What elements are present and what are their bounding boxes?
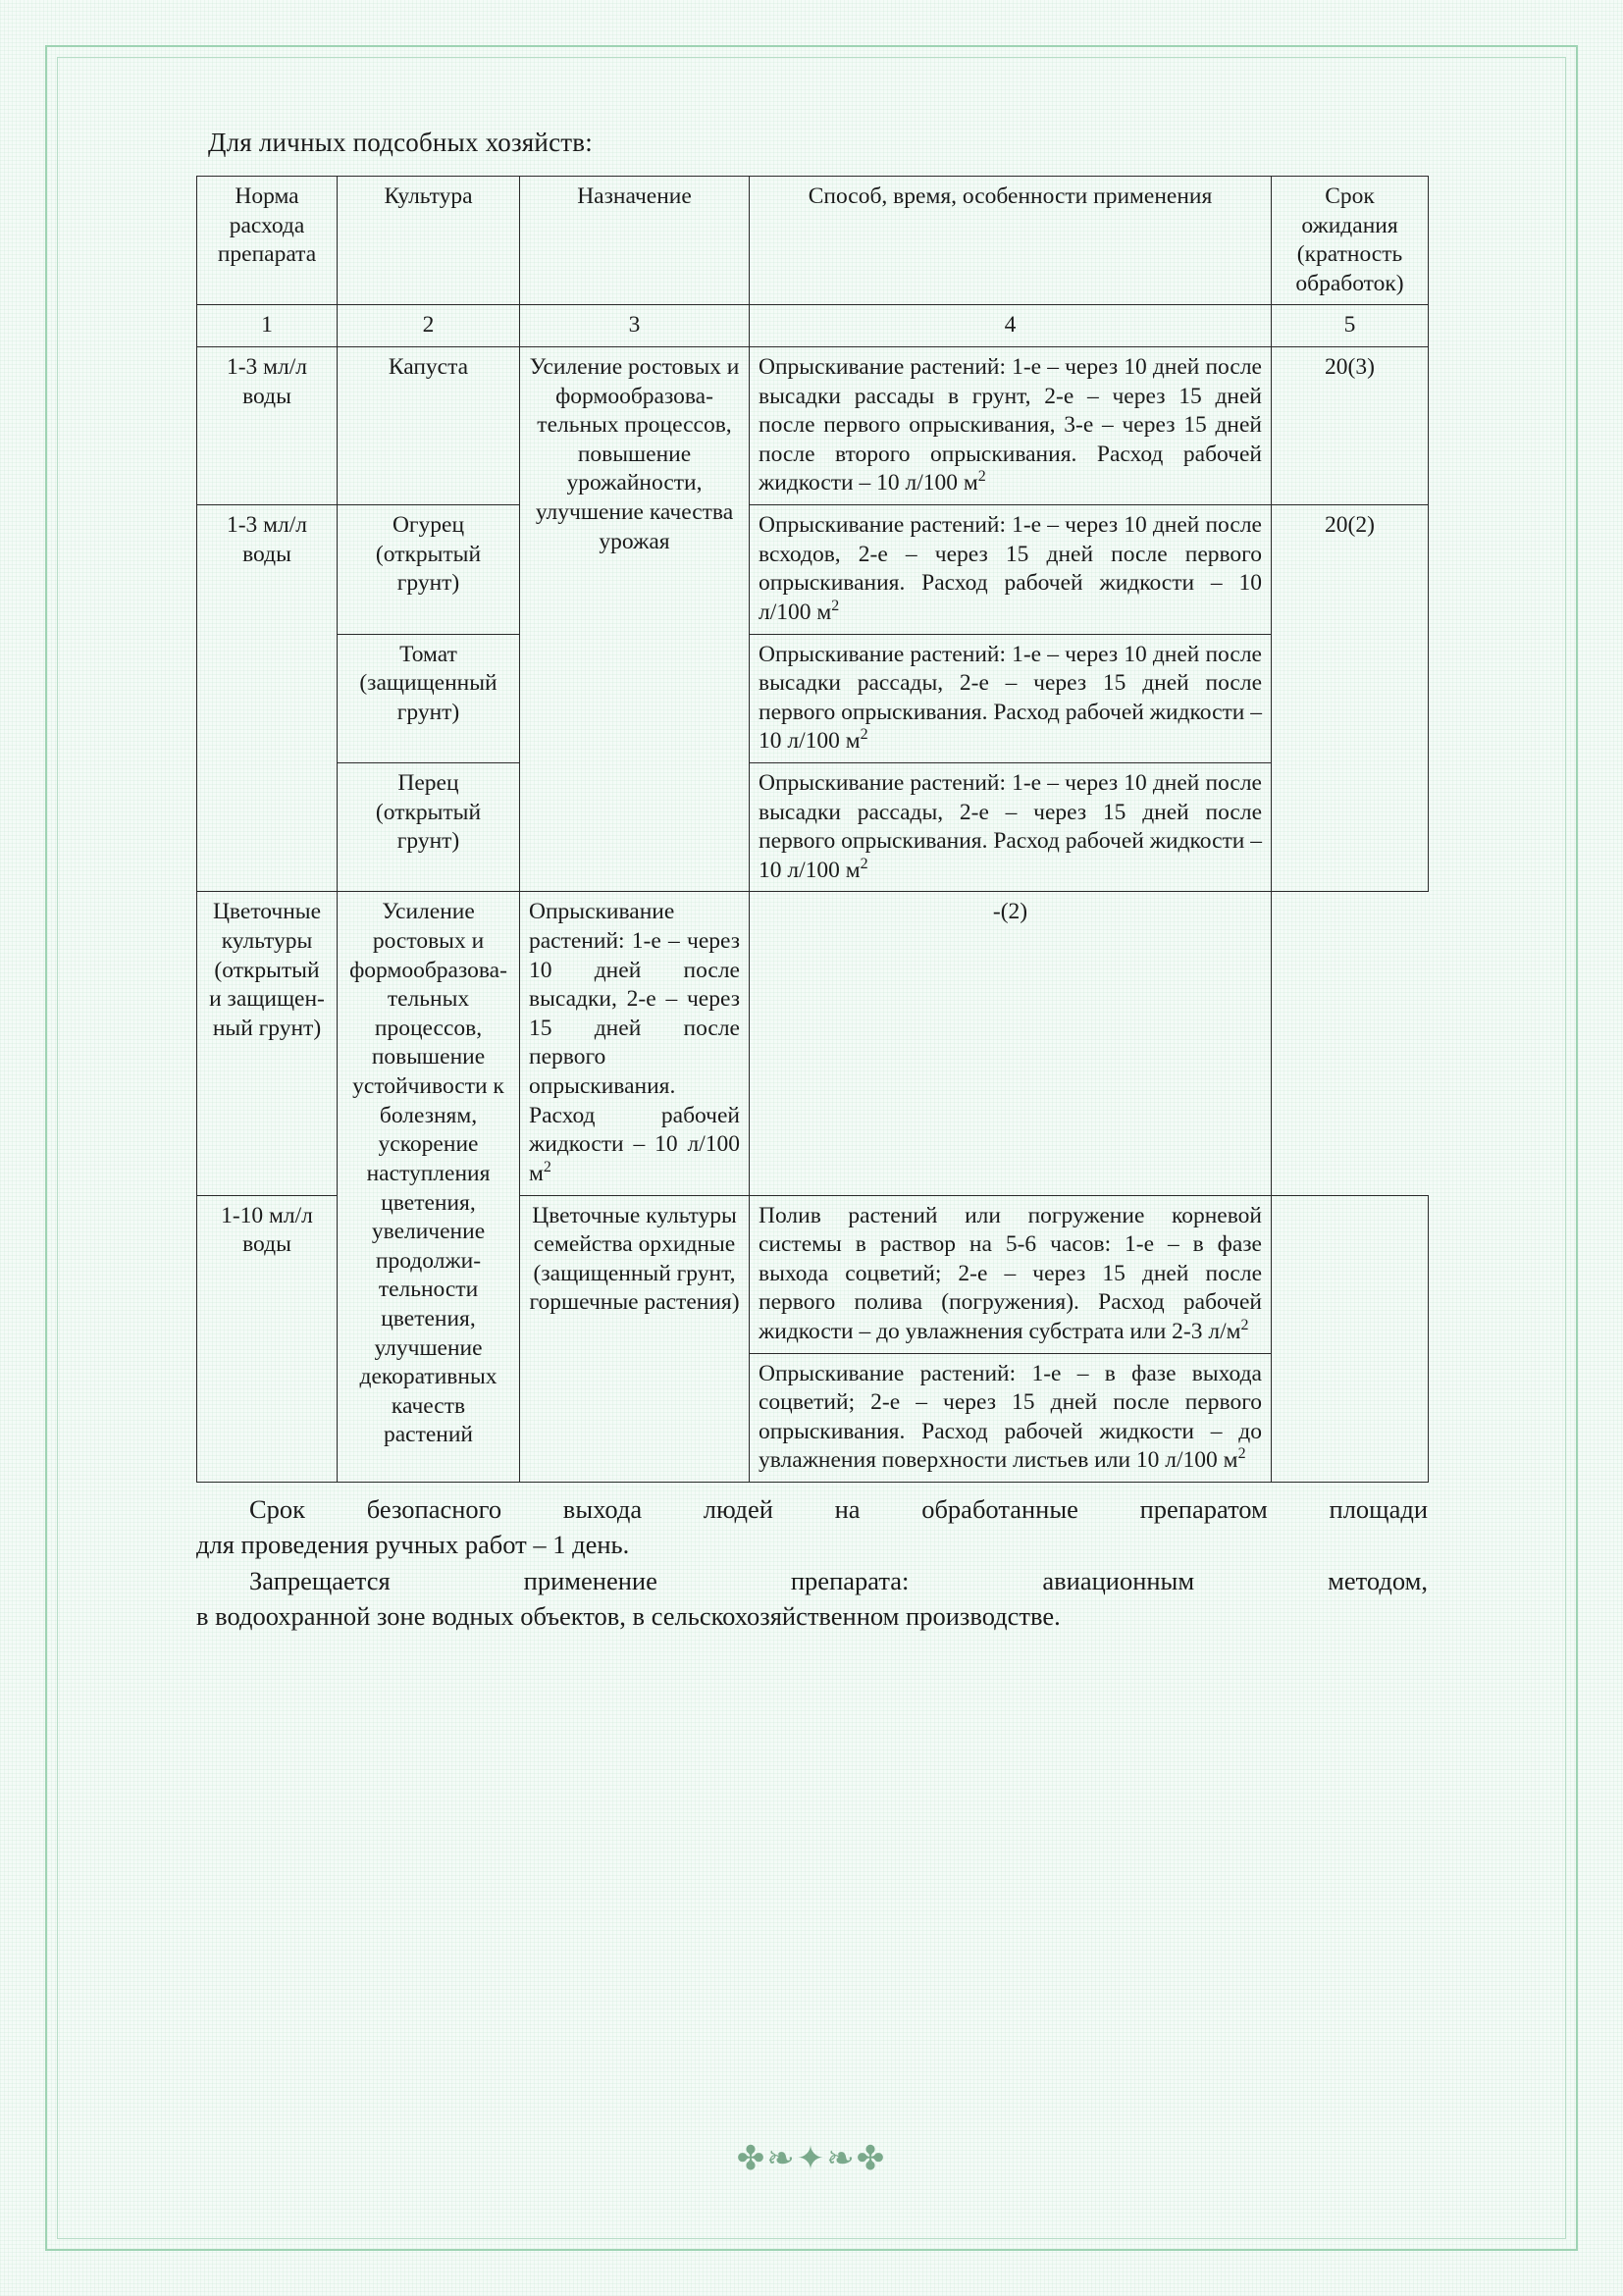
cell-method-orchids-watering: Полив растений или погружение корневой системы в раствор на 5-6 часов: 1-е – в фазе выхода соцветий; 2-е – через 15 дней после первого полива (погружения). Расход рабочей жидкости – до увлажнения субстрата или 2-3 $л/м^2$	[750, 1195, 1272, 1353]
application-table	[196, 176, 1429, 1483]
cell-method-cabbage: Опрыскивание растений: 1-е – через 10 дней после высадки рассады в грунт, 2-е – через 15 дней после первого опрыскивания, 3-е – через 15 дней после второго опрыскивания. Расход рабочей жидкости – 10 л/100 $м^2$	[750, 347, 1272, 505]
cell-crop-orchids: Цветочные культуры семейства орхидные (защищенный грунт, горшечные растения)	[520, 1195, 750, 1482]
cell-crop-cabbage: Капуста	[338, 347, 520, 505]
superscript-square-meters: 2	[831, 598, 840, 615]
table-column-numbers-row	[197, 305, 1429, 347]
cell-method-flowers: Опрыскивание растений: 1-е – через 10 дней после высадки, 2-е – через 15 дней после первого опрыскивания. Расход рабочей жидкости – 10 л/100 $м^2$	[520, 892, 750, 1195]
cell-rate-cabbage: 1-3 мл/л воды	[197, 347, 338, 505]
column-number-5: 5	[1272, 305, 1429, 347]
cell-rate-cucumber: 1-3 мл/л воды	[197, 505, 338, 892]
note-line-1: Срок безопасного выхода людей на обработанные препаратом площади	[249, 1493, 1428, 1524]
table-row	[197, 892, 1429, 1195]
cell-purpose-vegetables: Усиление ростовых и формообразова-тельных процессов, повышение урожайности, улучшение качества урожая	[520, 347, 750, 892]
superscript-square-meters: 2	[860, 726, 868, 744]
table-row	[197, 505, 1429, 634]
superscript-square-meters: 2	[977, 468, 986, 486]
column-number-1: 1	[197, 305, 338, 347]
column-number-2: 2	[338, 305, 520, 347]
note-line-4: в водоохранной зоне водных объектов, в сельскохозяйственном производстве.	[196, 1601, 1061, 1632]
superscript-square-meters: 2	[1240, 1317, 1249, 1334]
cell-crop-cucumber: Огурец (открытый грунт)	[338, 505, 520, 634]
column-number-4: 4	[750, 305, 1272, 347]
header-cell-waiting: Срок ожидания (кратность обработок)	[1272, 177, 1429, 305]
table-header-row	[197, 177, 1429, 305]
cell-rate-orchids: 1-10 мл/л воды	[197, 1195, 338, 1482]
header-cell-crop: Культура	[338, 177, 520, 305]
cell-method-pepper: Опрыскивание растений: 1-е – через 10 дней после высадки рассады, 2-е – через 15 дней после первого опрыскивания. Расход рабочей жидкости – 10 л/100 $м^2$	[750, 762, 1272, 891]
header-cell-method: Способ, время, особенности применения	[750, 177, 1272, 305]
document-content	[196, 128, 1428, 1636]
header-cell-rate: Норма расхода препарата	[197, 177, 338, 305]
cell-crop-flowers: Цветочные культуры (открытый и защищен-ный грунт)	[197, 892, 338, 1195]
intro-text: Для личных подсобных хозяйств:	[208, 128, 593, 157]
note-line-3: Запрещается применение препарата: авиационным методом,	[249, 1565, 1428, 1595]
cell-crop-pepper: Перец (открытый грунт)	[338, 762, 520, 891]
note-line-2: для проведения ручных работ – 1 день.	[196, 1530, 630, 1560]
table-row	[197, 347, 1429, 505]
header-cell-purpose: Назначение	[520, 177, 750, 305]
cell-waiting-cucumber: 20(2)	[1272, 505, 1429, 892]
cell-method-orchids-spraying: Опрыскивание растений: 1-е – в фазе выхода соцветий; 2-е – через 15 дней после первого опрыскивания. Расход рабочей жидкости – до увлажнения поверхности листьев или 10 л/100 $м^2$	[750, 1353, 1272, 1482]
table-row	[197, 762, 1429, 891]
cell-purpose-flowers: Усиление ростовых и формообразова-тельных процессов, повышение устойчивости к болезням, ускорение наступления цветения, увеличение продолжи-тельности цветения, улучшение декоративных качеств растений	[338, 892, 520, 1483]
superscript-square-meters: 2	[543, 1159, 551, 1176]
superscript-square-meters: 2	[860, 855, 868, 872]
cell-method-cucumber: Опрыскивание растений: 1-е – через 10 дней после всходов, 2-е – через 15 дней после первого опрыскивания. Расход рабочей жидкости – 10 л/100 $м^2$	[750, 505, 1272, 634]
notes-block	[196, 1492, 1428, 1634]
cell-waiting-orchids	[1272, 1195, 1429, 1482]
cell-crop-tomato: Томат (защищенный грунт)	[338, 634, 520, 762]
cell-waiting-flowers: -(2)	[750, 892, 1272, 1195]
cell-waiting-cabbage: 20(3)	[1272, 347, 1429, 505]
superscript-square-meters: 2	[1237, 1445, 1246, 1463]
table-row	[197, 634, 1429, 762]
column-number-3: 3	[520, 305, 750, 347]
cell-method-tomato: Опрыскивание растений: 1-е – через 10 дней после высадки рассады, 2-е – через 15 дней после первого опрыскивания. Расход рабочей жидкости – 10 л/100 $м^2$	[750, 634, 1272, 762]
decorative-ornament-icon: ✤❧✦❧✤	[736, 2141, 887, 2177]
